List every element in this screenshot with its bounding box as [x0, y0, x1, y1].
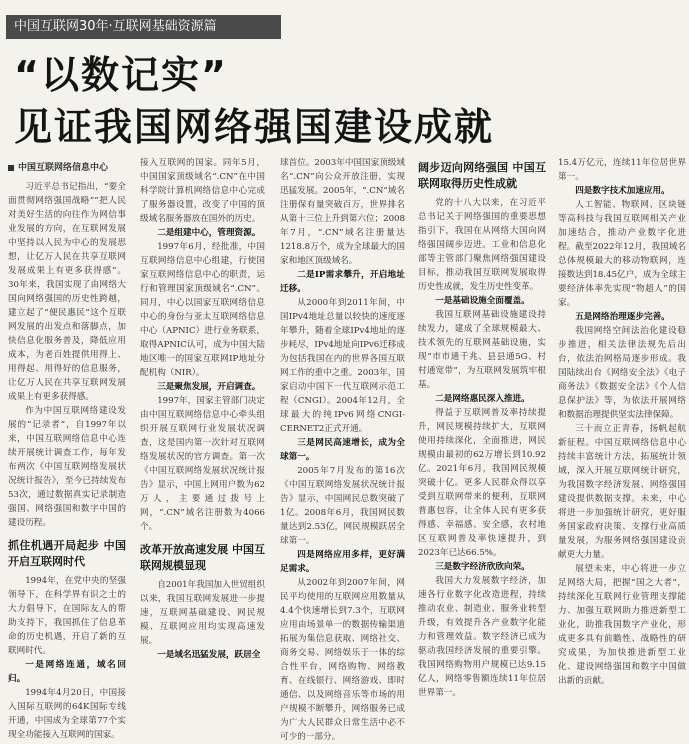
article-column-4 [418, 156, 546, 698]
subheading: 改革开放高速发展 中国互联网规模显现 [140, 543, 265, 572]
paragraph: 展望未来，中心将进一步立足网络大局，把握“国之大者”，持续深化互联网行业管理支撑能力、加强互联网助力推进新型工业化，助推我国数字产业化，形成更多具有前瞻性、战略性的研究成果，为加快推进新型工业化、建设网络强国和数字中国做出新的贡献。 [558, 564, 686, 686]
paragraph: 从2002年到2007年间，网民平均使用的互联网应用数量从4.4个快速增长到7.3个，互联网应用由场景单一的数据传输渠道拓展为集信息获取、网络社交、商务交易、网络娱乐于一体的综合性平台，网络购物、网络教育、在线银行、网络游戏、即时通信、以及网络音乐等市场的用户规模不断攀升，网络服务已成为广大人民群众日常生活中必不可少的一部分。 [280, 578, 405, 742]
paragraph: 15.4万亿元，连续11年位居世界第一。 [558, 158, 686, 182]
point-heading: 四是网络应用多样，更好满足需求。 [280, 550, 405, 574]
subheading: 阔步迈向网络强国 中国互联网取得历史性成就 [418, 161, 546, 190]
point-heading: 三是聚焦发展，开启调查。 [157, 382, 261, 392]
paragraph: 党的十八大以来，在习近平总书记关于网络强国的重要思想指引下，我国在从网络大国向网络强国阔步迈进。工业和信息化部等主管部门聚焦网络强国建设目标，推动我国互联网发展取得历史性成就，发生历史性变革。 [418, 198, 546, 292]
headline-line-1: “以数记实” [14, 53, 228, 97]
point-heading: 一是网络连通，域名回归。 [8, 660, 126, 684]
point-heading: 一是基础设施全面覆盖。 [435, 296, 530, 306]
article-column-2 [140, 156, 265, 660]
point-heading: 三是网民高速增长，成为全球第一。 [280, 438, 405, 462]
paragraph: 我国网络空间法治化建设稳步推进，相关法律法规先后出台，依法治网格局逐步形成。我国陆续出台《网络安全法》《电子商务法》《数据安全法》《个人信息保护法》等，为依法开展网络和数据治理提供坚实法律保障。 [558, 326, 686, 420]
headline-line-2: 见证我国网络强国建设成就 [14, 105, 495, 149]
point-heading: 三是数字经济欣欣向荣。 [435, 562, 530, 572]
point-heading: 四是数字技术加速应用。 [575, 186, 670, 196]
paragraph: 1994年4月20日，中国接入国际互联网的64K国际专线开通，中国成为全球第77个实现全功能接入互联网的国家。 [8, 688, 126, 740]
paragraph: 1997年，国家主管部门决定由中国互联网络信息中心牵头组织开展互联网行业发展状况调查，这是国内第一次针对互联网络发展状况的官方调查。第一次《中国互联网络发展状况统计报告》显示，中国上网用户数为62万人，主要通过拨号上网，“.CN”域名注册数为4066个。 [140, 396, 265, 532]
paragraph: 接入互联网的国家。同年5月，中国国家顶级域名“.CN”在中国科学院计算机网络信息中心完成了服务器设置，改变了中国的顶级域名服务器放在国外的历史。 [140, 158, 265, 224]
author-byline: 中国互联网络信息中心 [8, 160, 126, 176]
point-heading: 五是网络治理逐步完善。 [575, 312, 670, 322]
point-heading: 二是IP需求攀升，开启地址迁移。 [280, 270, 405, 294]
paragraph: 2005年7月发布的第16次《中国互联网络发展状况统计报告》显示，中国网民总数突破了1亿。2008年6月，我国网民数量达到2.53亿，网民规模跃居全球第一。 [280, 466, 405, 546]
paragraph: 1994年，在党中央的坚强领导下，在科学界有识之士的大力倡导下，在国际友人的帮助支持下，我国抓住了信息革命的历史机遇，开启了新的互联网时代。 [8, 576, 126, 656]
paragraph: 我国互联网基础设施建设持续发力，建成了全球规模最大、技术领先的互联网基础设施，实现“市市通千兆、县县通5G、村村通宽带”，为互联网发展筑牢根基。 [418, 310, 546, 390]
paragraph: 人工智能、物联网、区块链等高科技与我国互联网相关产业加速结合，推动产业数字化进程。截至2022年12月，我国域名总体规模最大的移动物联网，连接数达到18.45亿户，成为全球主要经济体率先实现“物超人”的国家。 [558, 200, 686, 308]
subheading: 抓住机遇开局起步 中国开启互联网时代 [8, 539, 126, 568]
paragraph: 1997年6月，经批准，中国互联网络信息中心组建，行使国家互联网络信息中心的职责，运行和管理国家顶级域名“.CN”。同月，中心以国家互联网络信息中心的身份与亚太互联网络信息中心（APNIC）进行业务联系，取得APNIC认可，成为中国大陆地区唯一的国家互联网IP地址分配机构（NIR）。 [140, 242, 265, 378]
section-tag: 中国互联网30年·互联网基础资源篇 [6, 15, 281, 39]
paragraph: 球首位。2003年中国国家顶级域名“.CN”向公众开放注册，实现迅猛发展。2005年，“.CN”域名注册保有量突破百万，世界排名从第十三位上升到第六位；2008年7月，“.CN”域名注册量达1218.8万个，成为全球最大的国家和地区顶级域名。 [280, 158, 405, 266]
paragraph: 作为中国互联网络建设发展的“记录者”，自1997年以来，中国互联网络信息中心连续开展统计调查工作，每年发布两次《中国互联网络发展状况统计报告》，至今已持续发布53次，通过数据真实记录制造强国、网络强国和数字中国的建设历程。 [8, 406, 126, 528]
paragraph: 从2000年到2011年间，中国IPv4地址总量以较快的速度逐年攀升，随着全球IPv4地址的逐步耗尽，IPv4地址向IPv6迁移成为包括我国在内的世界各国互联网工作的重中之重。2003年，国家启动中国下一代互联网示范工程（CNGI）。2004年12月，全球最大的纯IPv6网络CNGI-CERNET2正式开通。 [280, 298, 405, 434]
point-heading: 二是网络惠民深入推进。 [435, 394, 530, 404]
paragraph: 习近平总书记指出，“要全面贯彻网络强国战略”“把人民对美好生活的向往作为网信事业发展的方向，在互联网发展中坚持以人民为中心的发展思想，让亿万人民在共享互联网发展成果上有更多获得感”。30年来，我国实现了由网络大国向网络强国的历史性跨越，建立起了“便民惠民”这个互联网发展的出发点和落脚点，加快信息化服务普及，降低应用成本，为老百姓提供用得上、用得起、用得好的信息服务，让亿万人民在共享互联网发展成果上有更多获得感。 [8, 182, 126, 402]
article-column-3 [280, 156, 405, 742]
paragraph: 自2001年我国加入世贸组织以来，我国互联网发展进一步提速，互联网基础建设、网民规模、互联网应用均实现高速发展。 [140, 580, 265, 646]
paragraph: 三十而立正青春，扬帆起航新征程。中国互联网络信息中心持续丰富统计方法，拓展统计领域，深入开展互联网统计研究，为我国数字经济发展、网络强国建设提供数据支撑。未来，中心将进一步加强统计研究，更好服务国家政府决策、支撑行业高质量发展，为服务网络强国建设贡献更大力量。 [558, 424, 686, 560]
point-heading: 一是域名迅猛发展，跃居全 [157, 650, 261, 660]
point-heading: 二是组建中心，管理资源。 [157, 228, 261, 238]
paragraph: 我国大力发展数字经济，加速各行业数字化改造进程，持续推动农业、制造业、服务业转型升级，有效提升各产业数字化能力和管理效益。数字经济已成为驱动我国经济发展的重要引擎。我国网络购物用户规模已达9.15亿人，网络零售额连续11年位居世界第一。 [418, 576, 546, 698]
paragraph: 得益于互联网普及率持续提升，网民规模持续扩大，互联网使用持续深化，全面推进，网民规模由最初的62万增长到10.92亿。2021年6月，我国网民规模突破十亿。更多人民群众得以享受到互联网带来的便利，互联网普惠包容，让全体人民有更多获得感、幸福感、安全感，农村地区互联网普及率快速提升，到2023年已达66.5%。 [418, 408, 546, 558]
article-column-5 [558, 156, 686, 686]
article-column-1 [8, 156, 126, 740]
